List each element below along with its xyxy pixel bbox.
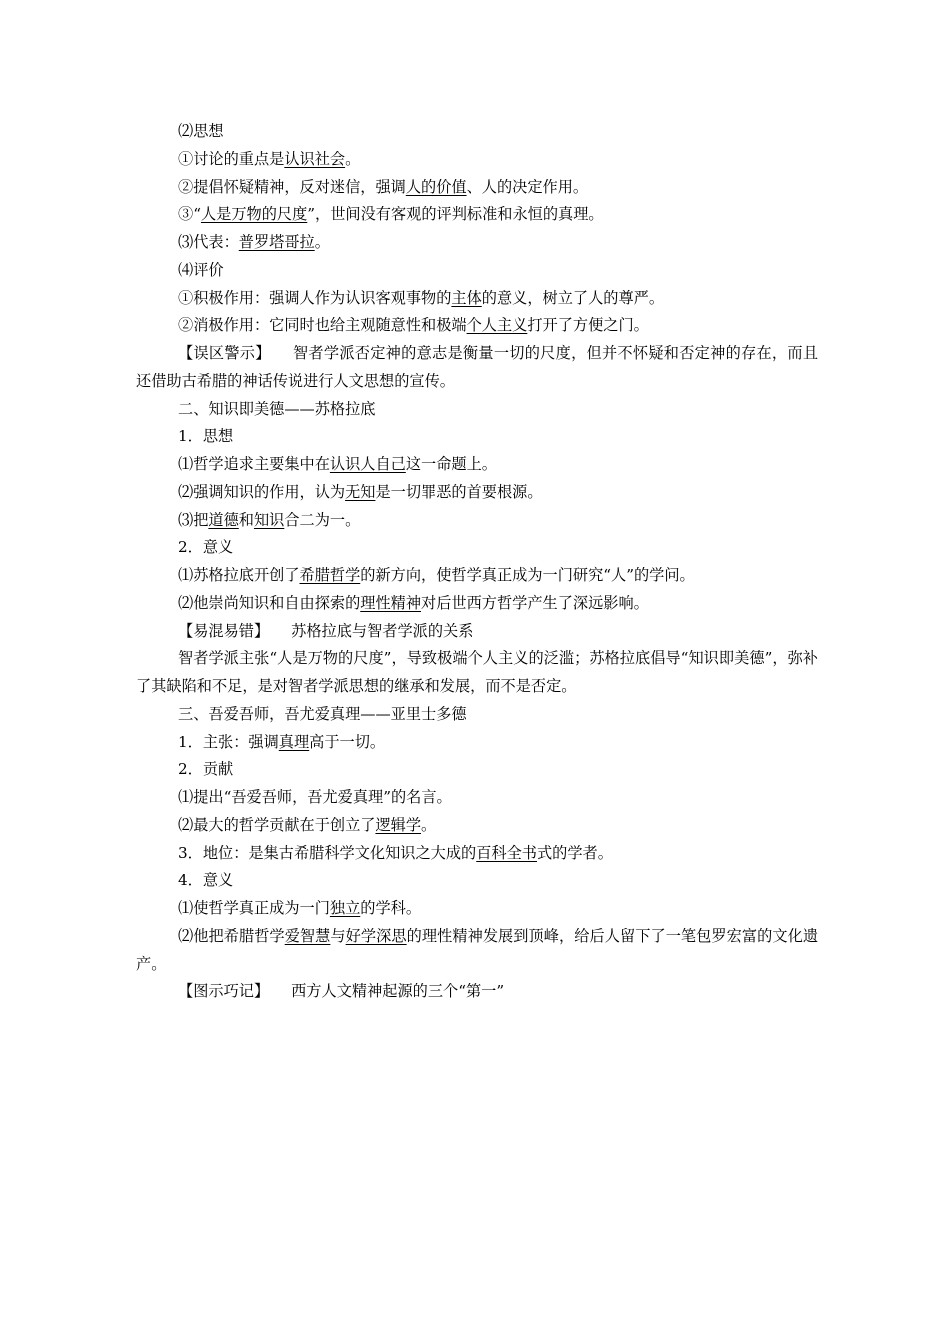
text-run: 西方人文精神起源的三个“第一” [291,982,505,1001]
text-run: 合二为一。 [284,510,361,529]
underlined-term: 个人主义 [466,316,528,335]
text-line [136,618,818,646]
text-run: 智者学派主张“人是万物的尺度”，导致极端个人主义的泛滥；苏格拉底倡导“知识即美德”，弥补了其缺陷和不足，是对智者学派思想的继承和发展，而不是否定。 [136,649,818,695]
text-line [136,118,818,146]
underlined-term: 认识人自己 [329,455,406,473]
text-run: 是一切罪恶的首要根源。 [375,482,543,501]
underlined-term: 人的价值 [405,177,467,196]
text-run: 的意义，树立了人的尊严。 [481,288,664,307]
text-run: ⑵最大的哲学贡献在于创立了 [178,815,376,834]
underlined-term: 认识社会 [284,149,346,168]
text-run: ①讨论的重点是 [178,149,285,168]
text-run: 这一命题上。 [405,455,497,473]
underlined-term: 人是万物的尺度 [200,205,308,224]
underlined-term: 主体 [451,288,482,307]
text-run: ”，世间没有客观的评判标准和永恒的真理。 [307,205,604,224]
text-run: ⑴苏格拉底开创了 [178,566,300,584]
text-run: 与 [330,926,346,945]
text-run: 【易混易错】 [178,621,270,640]
text-run: ⑵强调知识的作用，认为 [178,482,346,501]
underlined-term: 理性精神 [360,593,421,612]
text-run: 苏格拉底与智者学派的关系 [291,621,474,640]
paragraph [136,340,818,396]
text-run: ⑵思想 [178,122,224,140]
underlined-term: 知识 [253,510,285,529]
text-run: 2．贡献 [178,760,234,779]
underlined-term: 无知 [345,482,376,501]
text-run: ⑶把 [178,510,209,529]
text-line [136,978,818,1006]
text-run: 1．思想 [178,427,234,446]
text-line [136,257,818,285]
text-line [136,867,818,895]
text-run: ②消极作用：它同时也给主观随意性和极端 [178,316,467,335]
text-run: 二、知识即美德——苏格拉底 [178,399,376,418]
text-line [136,590,818,618]
text-run: ⑵他把希腊哲学 [178,926,285,945]
text-line [136,146,818,174]
text-run: 的学科。 [360,899,421,917]
paragraph [136,923,818,979]
text-run: 。 [314,233,330,251]
underlined-term: 爱智慧 [284,926,331,945]
text-run: 4．意义 [178,871,234,890]
text-run: ⑴哲学追求主要集中在 [178,455,330,473]
underlined-term: 逻辑学 [375,815,421,834]
text-line [136,534,818,562]
text-line [136,479,818,507]
underlined-term: 道德 [208,510,239,529]
text-run: ①积极作用：强调人作为认识客观事物的 [178,288,452,307]
text-line [136,507,818,535]
text-run: 高于一切。 [309,732,386,751]
paragraph [136,645,818,701]
text-run: ⑴使哲学真正成为一门 [178,899,330,917]
text-line [136,756,818,784]
text-line [136,701,818,729]
text-run: 3．地位：是集古希腊科学文化知识之大成的 [178,843,477,862]
text-run: 智者学派否定神的意志是衡量一切的尺度，但并不怀疑和否定神的存在，而且还借助古希腊的神话传说进行人文思想的宣传。 [136,344,819,390]
text-run: ⑶代表： [178,233,239,251]
text-line [136,285,818,313]
text-line [136,784,818,812]
text-run: 【误区警示】 [178,344,271,362]
text-line [136,423,818,451]
text-run: 打开了方便之门。 [527,316,649,335]
text-run: 的理性精神发展到顶峰，给后人留下了一笔包罗宏富的文化遗产。 [136,926,819,973]
text-line [136,174,818,202]
text-run: 、人的决定作用。 [466,177,589,196]
document-body [136,118,818,1006]
text-line [136,729,818,757]
text-line [136,312,818,340]
text-line [136,229,818,257]
underlined-term: 百科全书 [476,843,537,862]
text-line [136,840,818,868]
text-run: 【图示巧记】 [178,982,270,1001]
text-run: 1．主张：强调 [178,732,279,751]
text-run: ⑷评价 [178,260,224,279]
underlined-term: 独立 [329,899,361,917]
text-line [136,562,818,590]
text-run: ⑴提出“吾爱吾师，吾尤爱真理”的名言。 [178,788,452,806]
underlined-term: 好学深思 [345,926,407,945]
text-run: ③“ [178,205,201,224]
text-run: 2．意义 [178,538,234,557]
text-run: 。 [421,815,437,834]
underlined-term: 普罗塔哥拉 [238,233,315,251]
text-run: 三、吾爱吾师，吾尤爱真理——亚里士多德 [178,704,467,723]
text-line [136,451,818,479]
text-line [136,201,818,229]
text-line [136,812,818,840]
text-line [136,396,818,424]
text-run: ②提倡怀疑精神，反对迷信，强调 [178,177,406,196]
text-run: 和 [238,510,254,529]
text-run: 对后世西方哲学产生了深远影响。 [421,593,649,612]
text-run: ⑵他崇尚知识和自由探索的 [178,593,361,612]
text-run: 式的学者。 [536,843,613,862]
text-run: 的新方向，使哲学真正成为一门研究“人”的学问。 [360,566,695,584]
underlined-term: 希腊哲学 [299,566,361,584]
underlined-term: 真理 [278,732,310,751]
text-run: 。 [345,149,361,168]
text-line [136,895,818,923]
